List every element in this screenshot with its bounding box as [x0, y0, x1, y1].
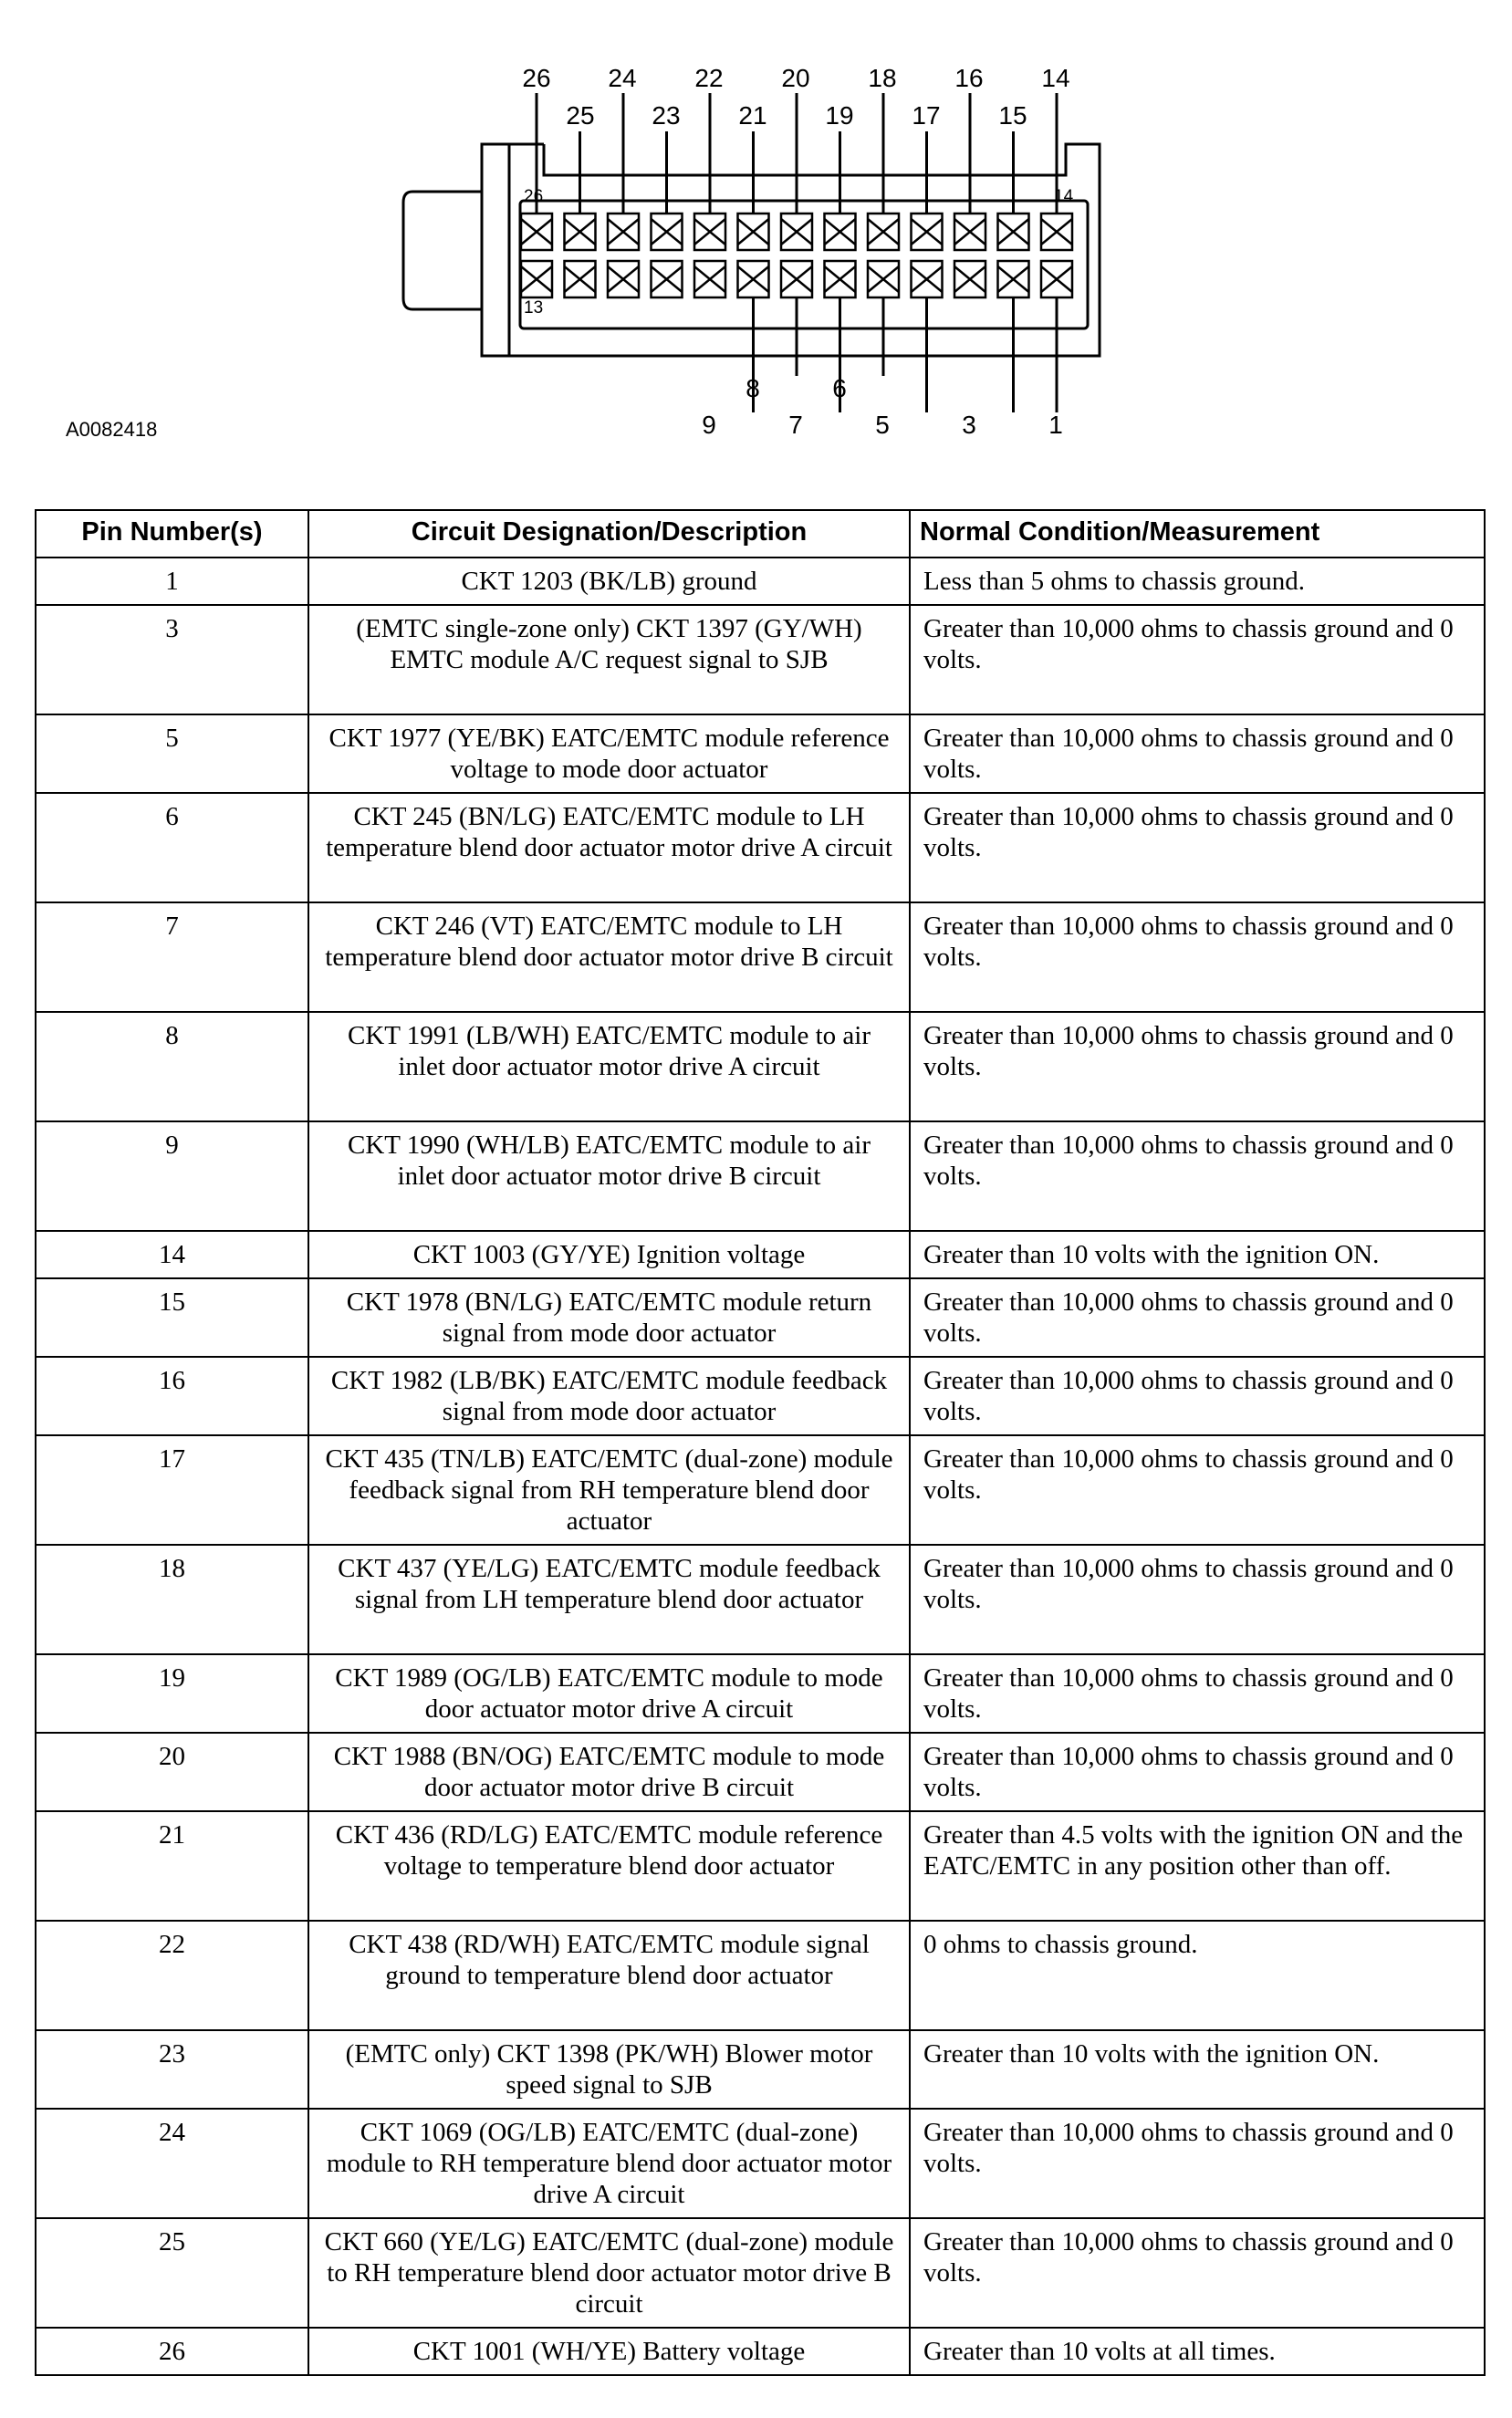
condition-cell: Greater than 10,000 ohms to chassis ground and 0 volts. [910, 1654, 1485, 1733]
circuit-cell: CKT 435 (TN/LB) EATC/EMTC (dual-zone) module feedback signal from RH temperature blend door actuator [308, 1435, 910, 1545]
pin-cell: 8 [36, 1012, 308, 1121]
circuit-cell: CKT 1003 (GY/YE) Ignition voltage [308, 1231, 910, 1278]
circuit-cell: CKT 1990 (WH/LB) EATC/EMTC module to air inlet door actuator motor drive B circuit [308, 1121, 910, 1231]
pin-cell: 16 [36, 1357, 308, 1435]
pin-cavity [738, 214, 769, 250]
condition-cell: Greater than 10,000 ohms to chassis ground and 0 volts. [910, 793, 1485, 902]
table-row [36, 1231, 1485, 1278]
pin-cell: 24 [36, 2109, 308, 2218]
pin-label-14: 14 [1041, 64, 1070, 92]
circuit-cell: CKT 436 (RD/LG) EATC/EMTC module reference voltage to temperature blend door actuator [308, 1811, 910, 1921]
pin-cavity [912, 261, 943, 297]
cavity-label-14: 14 [1054, 187, 1074, 206]
pin-cell: 18 [36, 1545, 308, 1654]
pin-cell: 6 [36, 793, 308, 902]
pin-label-17: 17 [912, 101, 941, 130]
pin-cavity [694, 214, 725, 250]
circuit-cell: CKT 245 (BN/LG) EATC/EMTC module to LH temperature blend door actuator motor drive A circuit [308, 793, 910, 902]
pin-label-24: 24 [608, 64, 637, 92]
circuit-cell: CKT 1991 (LB/WH) EATC/EMTC module to air inlet door actuator motor drive A circuit [308, 1012, 910, 1121]
table-row [36, 605, 1485, 714]
circuit-cell: (EMTC single-zone only) CKT 1397 (GY/WH) EMTC module A/C request signal to SJB [308, 605, 910, 714]
pin-cell: 9 [36, 1121, 308, 1231]
pin-cell: 22 [36, 1921, 308, 2030]
circuit-cell: CKT 246 (VT) EATC/EMTC module to LH temperature blend door actuator motor drive B circuit [308, 902, 910, 1012]
pin-label-18: 18 [868, 64, 897, 92]
condition-cell: Greater than 10,000 ohms to chassis ground and 0 volts. [910, 1435, 1485, 1545]
pin-cell: 7 [36, 902, 308, 1012]
table-row [36, 1012, 1485, 1121]
condition-cell: Less than 5 ohms to chassis ground. [910, 558, 1485, 605]
pin-cavity [565, 261, 596, 297]
pin-label-5: 5 [875, 411, 890, 439]
pin-cavity [608, 214, 639, 250]
circuit-cell: CKT 1978 (BN/LG) EATC/EMTC module return signal from mode door actuator [308, 1278, 910, 1357]
figure-reference-id: A0082418 [66, 418, 158, 441]
condition-cell: Greater than 10,000 ohms to chassis ground and 0 volts. [910, 714, 1485, 793]
header-pin-numbers: Pin Number(s) [36, 510, 308, 558]
table-row [36, 2328, 1485, 2375]
condition-cell: Greater than 10,000 ohms to chassis ground and 0 volts. [910, 1278, 1485, 1357]
pin-label-25: 25 [566, 101, 595, 130]
pin-label-6: 6 [832, 374, 847, 402]
pin-cell: 19 [36, 1654, 308, 1733]
table-row [36, 1654, 1485, 1733]
pin-cavity [521, 261, 552, 297]
table-row [36, 1435, 1485, 1545]
circuit-cell: CKT 1982 (LB/BK) EATC/EMTC module feedback signal from mode door actuator [308, 1357, 910, 1435]
pin-cavity [998, 214, 1029, 250]
pin-label-22: 22 [694, 64, 724, 92]
pin-cell: 1 [36, 558, 308, 605]
pin-cavity [608, 261, 639, 297]
cavity-label-13: 13 [524, 298, 544, 318]
pin-cell: 23 [36, 2030, 308, 2109]
condition-cell: Greater than 10,000 ohms to chassis ground and 0 volts. [910, 902, 1485, 1012]
pin-label-8: 8 [746, 374, 760, 402]
pin-cavity [694, 261, 725, 297]
condition-cell: Greater than 10,000 ohms to chassis ground and 0 volts. [910, 1733, 1485, 1811]
condition-cell: Greater than 4.5 volts with the ignition ON and the EATC/EMTC in any position other than off. [910, 1811, 1485, 1921]
pin-cavity [954, 261, 985, 297]
pin-label-20: 20 [781, 64, 810, 92]
pin-label-9: 9 [702, 411, 716, 439]
condition-cell: Greater than 10 volts at all times. [910, 2328, 1485, 2375]
pin-cavity [1041, 261, 1072, 297]
pin-cell: 15 [36, 1278, 308, 1357]
circuit-cell: CKT 1988 (BN/OG) EATC/EMTC module to mode door actuator motor drive B circuit [308, 1733, 910, 1811]
pin-cell: 20 [36, 1733, 308, 1811]
pin-label-1: 1 [1048, 411, 1063, 439]
table-row [36, 2030, 1485, 2109]
leader-lines [537, 93, 1057, 412]
pin-cavity [825, 261, 856, 297]
pin-label-3: 3 [962, 411, 976, 439]
pin-cell: 17 [36, 1435, 308, 1545]
table-row [36, 1921, 1485, 2030]
condition-cell: Greater than 10 volts with the ignition ON. [910, 2030, 1485, 2109]
pin-cell: 3 [36, 605, 308, 714]
pin-cavities [521, 214, 1072, 297]
table-header-row [36, 510, 1485, 558]
pin-cell: 25 [36, 2218, 308, 2328]
pin-cavity [954, 214, 985, 250]
pin-cell: 5 [36, 714, 308, 793]
circuit-cell: CKT 1989 (OG/LB) EATC/EMTC module to mode door actuator motor drive A circuit [308, 1654, 910, 1733]
cavity-label-26: 26 [524, 187, 544, 206]
pin-label-26: 26 [522, 64, 551, 92]
condition-cell: Greater than 10,000 ohms to chassis ground and 0 volts. [910, 1121, 1485, 1231]
condition-cell: Greater than 10,000 ohms to chassis ground and 0 volts. [910, 1545, 1485, 1654]
connector-diagram [0, 0, 1512, 474]
pin-table [35, 509, 1486, 2376]
condition-cell: Greater than 10,000 ohms to chassis ground and 0 volts. [910, 1357, 1485, 1435]
pin-cavity [781, 261, 812, 297]
circuit-cell: CKT 1001 (WH/YE) Battery voltage [308, 2328, 910, 2375]
circuit-cell: CKT 660 (YE/LG) EATC/EMTC (dual-zone) module to RH temperature blend door actuator motor drive B circuit [308, 2218, 910, 2328]
table-row [36, 1811, 1485, 1921]
pin-cavity [825, 214, 856, 250]
circuit-cell: CKT 438 (RD/WH) EATC/EMTC module signal ground to temperature blend door actuator [308, 1921, 910, 2030]
header-normal-condition: Normal Condition/Measurement [910, 510, 1485, 558]
table-row [36, 558, 1485, 605]
pin-label-23: 23 [652, 101, 681, 130]
pin-cell: 21 [36, 1811, 308, 1921]
circuit-cell: CKT 437 (YE/LG) EATC/EMTC module feedback signal from LH temperature blend door actuator [308, 1545, 910, 1654]
pin-cavity [868, 214, 899, 250]
circuit-cell: (EMTC only) CKT 1398 (PK/WH) Blower motor speed signal to SJB [308, 2030, 910, 2109]
pin-label-16: 16 [954, 64, 984, 92]
pin-cavity [738, 261, 769, 297]
pin-cavity [652, 214, 683, 250]
pin-label-19: 19 [825, 101, 854, 130]
pin-cell: 14 [36, 1231, 308, 1278]
condition-cell: Greater than 10,000 ohms to chassis ground and 0 volts. [910, 1012, 1485, 1121]
pin-label-21: 21 [738, 101, 767, 130]
table-row [36, 1357, 1485, 1435]
pin-cavity [1041, 214, 1072, 250]
condition-cell: Greater than 10,000 ohms to chassis ground and 0 volts. [910, 2218, 1485, 2328]
header-circuit-designation: Circuit Designation/Description [308, 510, 910, 558]
pin-cavity [781, 214, 812, 250]
table-row [36, 902, 1485, 1012]
condition-cell: Greater than 10,000 ohms to chassis ground and 0 volts. [910, 2109, 1485, 2218]
condition-cell: 0 ohms to chassis ground. [910, 1921, 1485, 2030]
table-row [36, 1278, 1485, 1357]
pin-label-7: 7 [788, 411, 803, 439]
pin-cavity [565, 214, 596, 250]
table-row [36, 714, 1485, 793]
pin-label-15: 15 [998, 101, 1027, 130]
table-row [36, 2218, 1485, 2328]
circuit-cell: CKT 1977 (YE/BK) EATC/EMTC module reference voltage to mode door actuator [308, 714, 910, 793]
pin-cavity [998, 261, 1029, 297]
table-row [36, 1733, 1485, 1811]
condition-cell: Greater than 10 volts with the ignition ON. [910, 1231, 1485, 1278]
condition-cell: Greater than 10,000 ohms to chassis ground and 0 volts. [910, 605, 1485, 714]
pin-cavity [912, 214, 943, 250]
pin-cavity [868, 261, 899, 297]
pin-cavity [521, 214, 552, 250]
table-row [36, 793, 1485, 902]
circuit-cell: CKT 1203 (BK/LB) ground [308, 558, 910, 605]
table-row [36, 2109, 1485, 2218]
pin-cavity [652, 261, 683, 297]
pin-cell: 26 [36, 2328, 308, 2375]
table-row [36, 1545, 1485, 1654]
table-row [36, 1121, 1485, 1231]
circuit-cell: CKT 1069 (OG/LB) EATC/EMTC (dual-zone) module to RH temperature blend door actuator motor drive A circuit [308, 2109, 910, 2218]
